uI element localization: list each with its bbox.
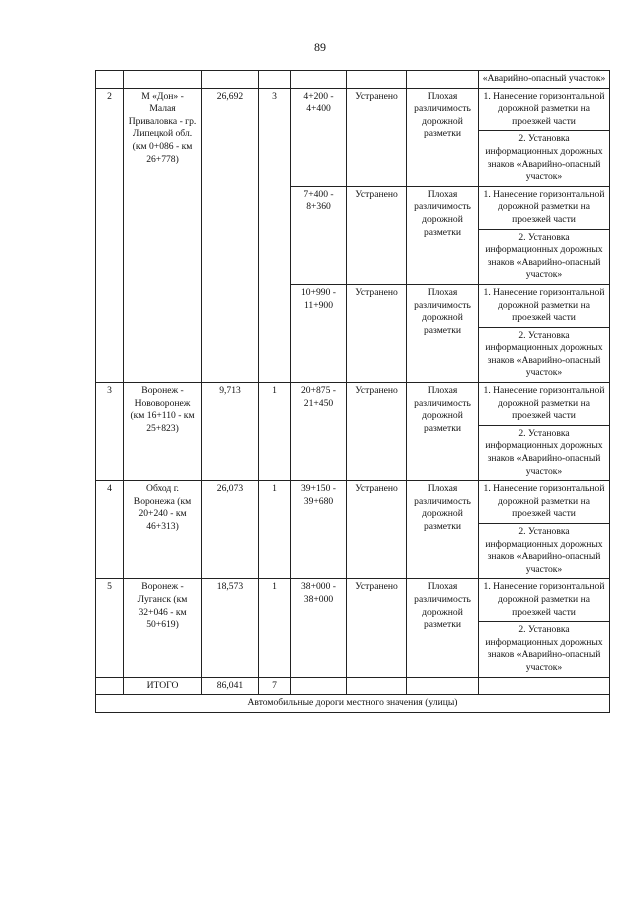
status: Устранено (347, 186, 407, 284)
measure-2: 2. Установка информационных дорожных знаков «Аварийно-опасный участок» (479, 229, 610, 284)
site-count: 3 (259, 88, 291, 382)
road-length: 9,713 (202, 383, 259, 481)
measure-2: 2. Установка информационных дорожных знаков «Аварийно-опасный участок» (479, 524, 610, 579)
road-name: Воронеж - Нововоронеж (км 16+110 - км 25+823) (124, 383, 202, 481)
site-count: 1 (259, 579, 291, 677)
total-label: ИТОГО (124, 677, 202, 695)
total-length: 86,041 (202, 677, 259, 695)
site-count: 1 (259, 383, 291, 481)
road-length: 18,573 (202, 579, 259, 677)
total-empty (347, 677, 407, 695)
table-row (96, 383, 610, 426)
km-range: 10+990 - 11+900 (291, 284, 347, 382)
row-number: 5 (96, 579, 124, 677)
cause: Плохая различимость дорожной разметки (407, 481, 479, 579)
status: Устранено (347, 383, 407, 481)
cause: Плохая различимость дорожной разметки (407, 186, 479, 284)
measure-1: 1. Нанесение горизонтальной дорожной разметки на проезжей части (479, 579, 610, 622)
km-range: 39+150 - 39+680 (291, 481, 347, 579)
total-empty (479, 677, 610, 695)
measure-2: 2. Установка информационных дорожных знаков «Аварийно-опасный участок» (479, 131, 610, 186)
cause: Плохая различимость дорожной разметки (407, 579, 479, 677)
km-range: 38+000 - 38+000 (291, 579, 347, 677)
section-heading: Автомобильные дороги местного значения (улицы) (96, 695, 610, 713)
status: Устранено (347, 481, 407, 579)
road-name: Обход г. Воронежа (км 20+240 - км 46+313) (124, 481, 202, 579)
total-count: 7 (259, 677, 291, 695)
status: Устранено (347, 88, 407, 186)
total-empty (407, 677, 479, 695)
table-body (96, 71, 610, 713)
road-name: Воронеж - Луганск (км 32+046 - км 50+619) (124, 579, 202, 677)
road-length: 26,073 (202, 481, 259, 579)
measure-1: 1. Нанесение горизонтальной дорожной разметки на проезжей части (479, 88, 610, 131)
continuation-row (96, 71, 610, 89)
page-number: 89 (314, 40, 326, 54)
table-row (96, 481, 610, 524)
measure-1: 1. Нанесение горизонтальной дорожной разметки на проезжей части (479, 186, 610, 229)
status: Устранено (347, 579, 407, 677)
measure-2: 2. Установка информационных дорожных знаков «Аварийно-опасный участок» (479, 622, 610, 677)
cause: Плохая различимость дорожной разметки (407, 284, 479, 382)
status: Устранено (347, 284, 407, 382)
measure-1: 1. Нанесение горизонтальной дорожной разметки на проезжей части (479, 284, 610, 327)
measure-2: 2. Установка информационных дорожных знаков «Аварийно-опасный участок» (479, 327, 610, 382)
total-empty (291, 677, 347, 695)
accident-sites-table (95, 70, 610, 713)
section-heading-row (96, 695, 610, 713)
measure-1: 1. Нанесение горизонтальной дорожной разметки на проезжей части (479, 383, 610, 426)
road-name: М «Дон» - Малая Приваловка - гр. Липецкой обл. (км 0+086 - км 26+778) (124, 88, 202, 382)
km-range: 20+875 - 21+450 (291, 383, 347, 481)
measure-2: 2. Установка информационных дорожных знаков «Аварийно-опасный участок» (479, 425, 610, 480)
row-number: 4 (96, 481, 124, 579)
table-row (96, 579, 610, 622)
row-number: 2 (96, 88, 124, 382)
km-range: 4+200 - 4+400 (291, 88, 347, 186)
cause: Плохая различимость дорожной разметки (407, 88, 479, 186)
total-empty (96, 677, 124, 695)
table-row (96, 88, 610, 131)
km-range: 7+400 - 8+360 (291, 186, 347, 284)
total-row (96, 677, 610, 695)
cause: Плохая различимость дорожной разметки (407, 383, 479, 481)
measure-cell: «Аварийно-опасный участок» (479, 71, 610, 89)
measure-1: 1. Нанесение горизонтальной дорожной разметки на проезжей части (479, 481, 610, 524)
site-count: 1 (259, 481, 291, 579)
row-number: 3 (96, 383, 124, 481)
road-length: 26,692 (202, 88, 259, 382)
